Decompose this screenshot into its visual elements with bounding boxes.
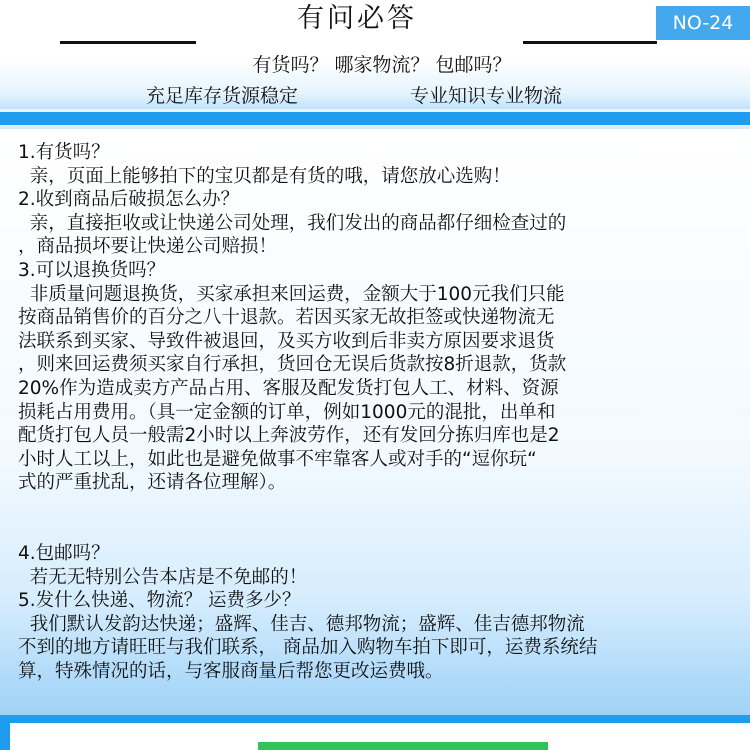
page-title: 有问必答: [297, 3, 417, 34]
faq-card: [0, 125, 750, 715]
faq-line: 小时人工以上，如此也是避免做事不牢靠客人或对手的“逗你玩“: [18, 448, 537, 470]
subtitle-stock: 充足库存货源稳定: [146, 85, 299, 107]
faq-line: 2.收到商品后破损怎么办？: [18, 189, 240, 211]
footer-accent: [258, 742, 548, 750]
faq-line: ，商品损坏要让快递公司赔损！: [18, 236, 278, 258]
faq-line: 20%作为造成卖方产品占用、客服及配发货打包人工、材料、资源: [18, 377, 559, 399]
faq-text: [18, 141, 738, 684]
faq-line: [18, 495, 738, 519]
page-number-badge: NO-24: [656, 6, 750, 40]
faq-line: 按商品销售价的百分之八十退款。若因买家无故拒签或快递物流无: [18, 307, 555, 329]
subtitle-questions: 有货吗？ 哪家物流？ 包邮吗？: [252, 54, 512, 76]
faq-line: 损耗占用费用。（具一定金额的订单，例如1000元的混批，出单和: [18, 401, 556, 423]
faq-line: 算，特殊情况的话，与客服商量后帮您更改运费哦。: [18, 661, 444, 683]
faq-line: 非质量问题退换货，买家承担来回运费，金额大于100元我们只能: [18, 283, 565, 305]
faq-line: 5.发什么快递、物流？ 运费多少？: [18, 590, 301, 612]
faq-line: 1.有货吗？: [18, 142, 110, 163]
faq-line: [18, 519, 738, 543]
faq-line: 亲，直接拒收或让快递公司处理，我们发出的商品都仔细检查过的: [18, 212, 567, 234]
faq-line: 若无无特别公告本店是不免邮的！: [18, 566, 308, 588]
title-underline-right: [523, 41, 657, 44]
title-underline-left: [60, 41, 196, 44]
faq-line: ，则来回运费须买家自行承担，货回仓无误后货款按8折退款，货款: [18, 354, 567, 376]
header-banner: [0, 0, 750, 112]
faq-line: 3.可以退换货吗？: [18, 259, 166, 281]
faq-line: 不到的地方请旺旺与我们联系， 商品加入购物车拍下即可，运费系统结: [18, 637, 598, 659]
faq-line: 亲，页面上能够拍下的宝贝都是有货的哦，请您放心选购！: [18, 165, 511, 187]
faq-line: 式的严重扰乱，还请各位理解）。: [18, 472, 287, 494]
faq-line: 配货打包人员一般需2小时以上奔波劳作，还有发回分拣归库也是2: [18, 425, 560, 447]
faq-line: 我们默认发韵达快递；盛辉、佳吉、德邦物流；盛辉、佳吉德邦物流: [18, 613, 585, 635]
faq-line: 4.包邮吗？: [18, 543, 110, 565]
subtitle-logistics: 专业知识专业物流: [410, 85, 563, 107]
faq-line: 法联系到买家、导致件被退回，及买方收到后非卖方原因要求退货: [18, 330, 555, 352]
